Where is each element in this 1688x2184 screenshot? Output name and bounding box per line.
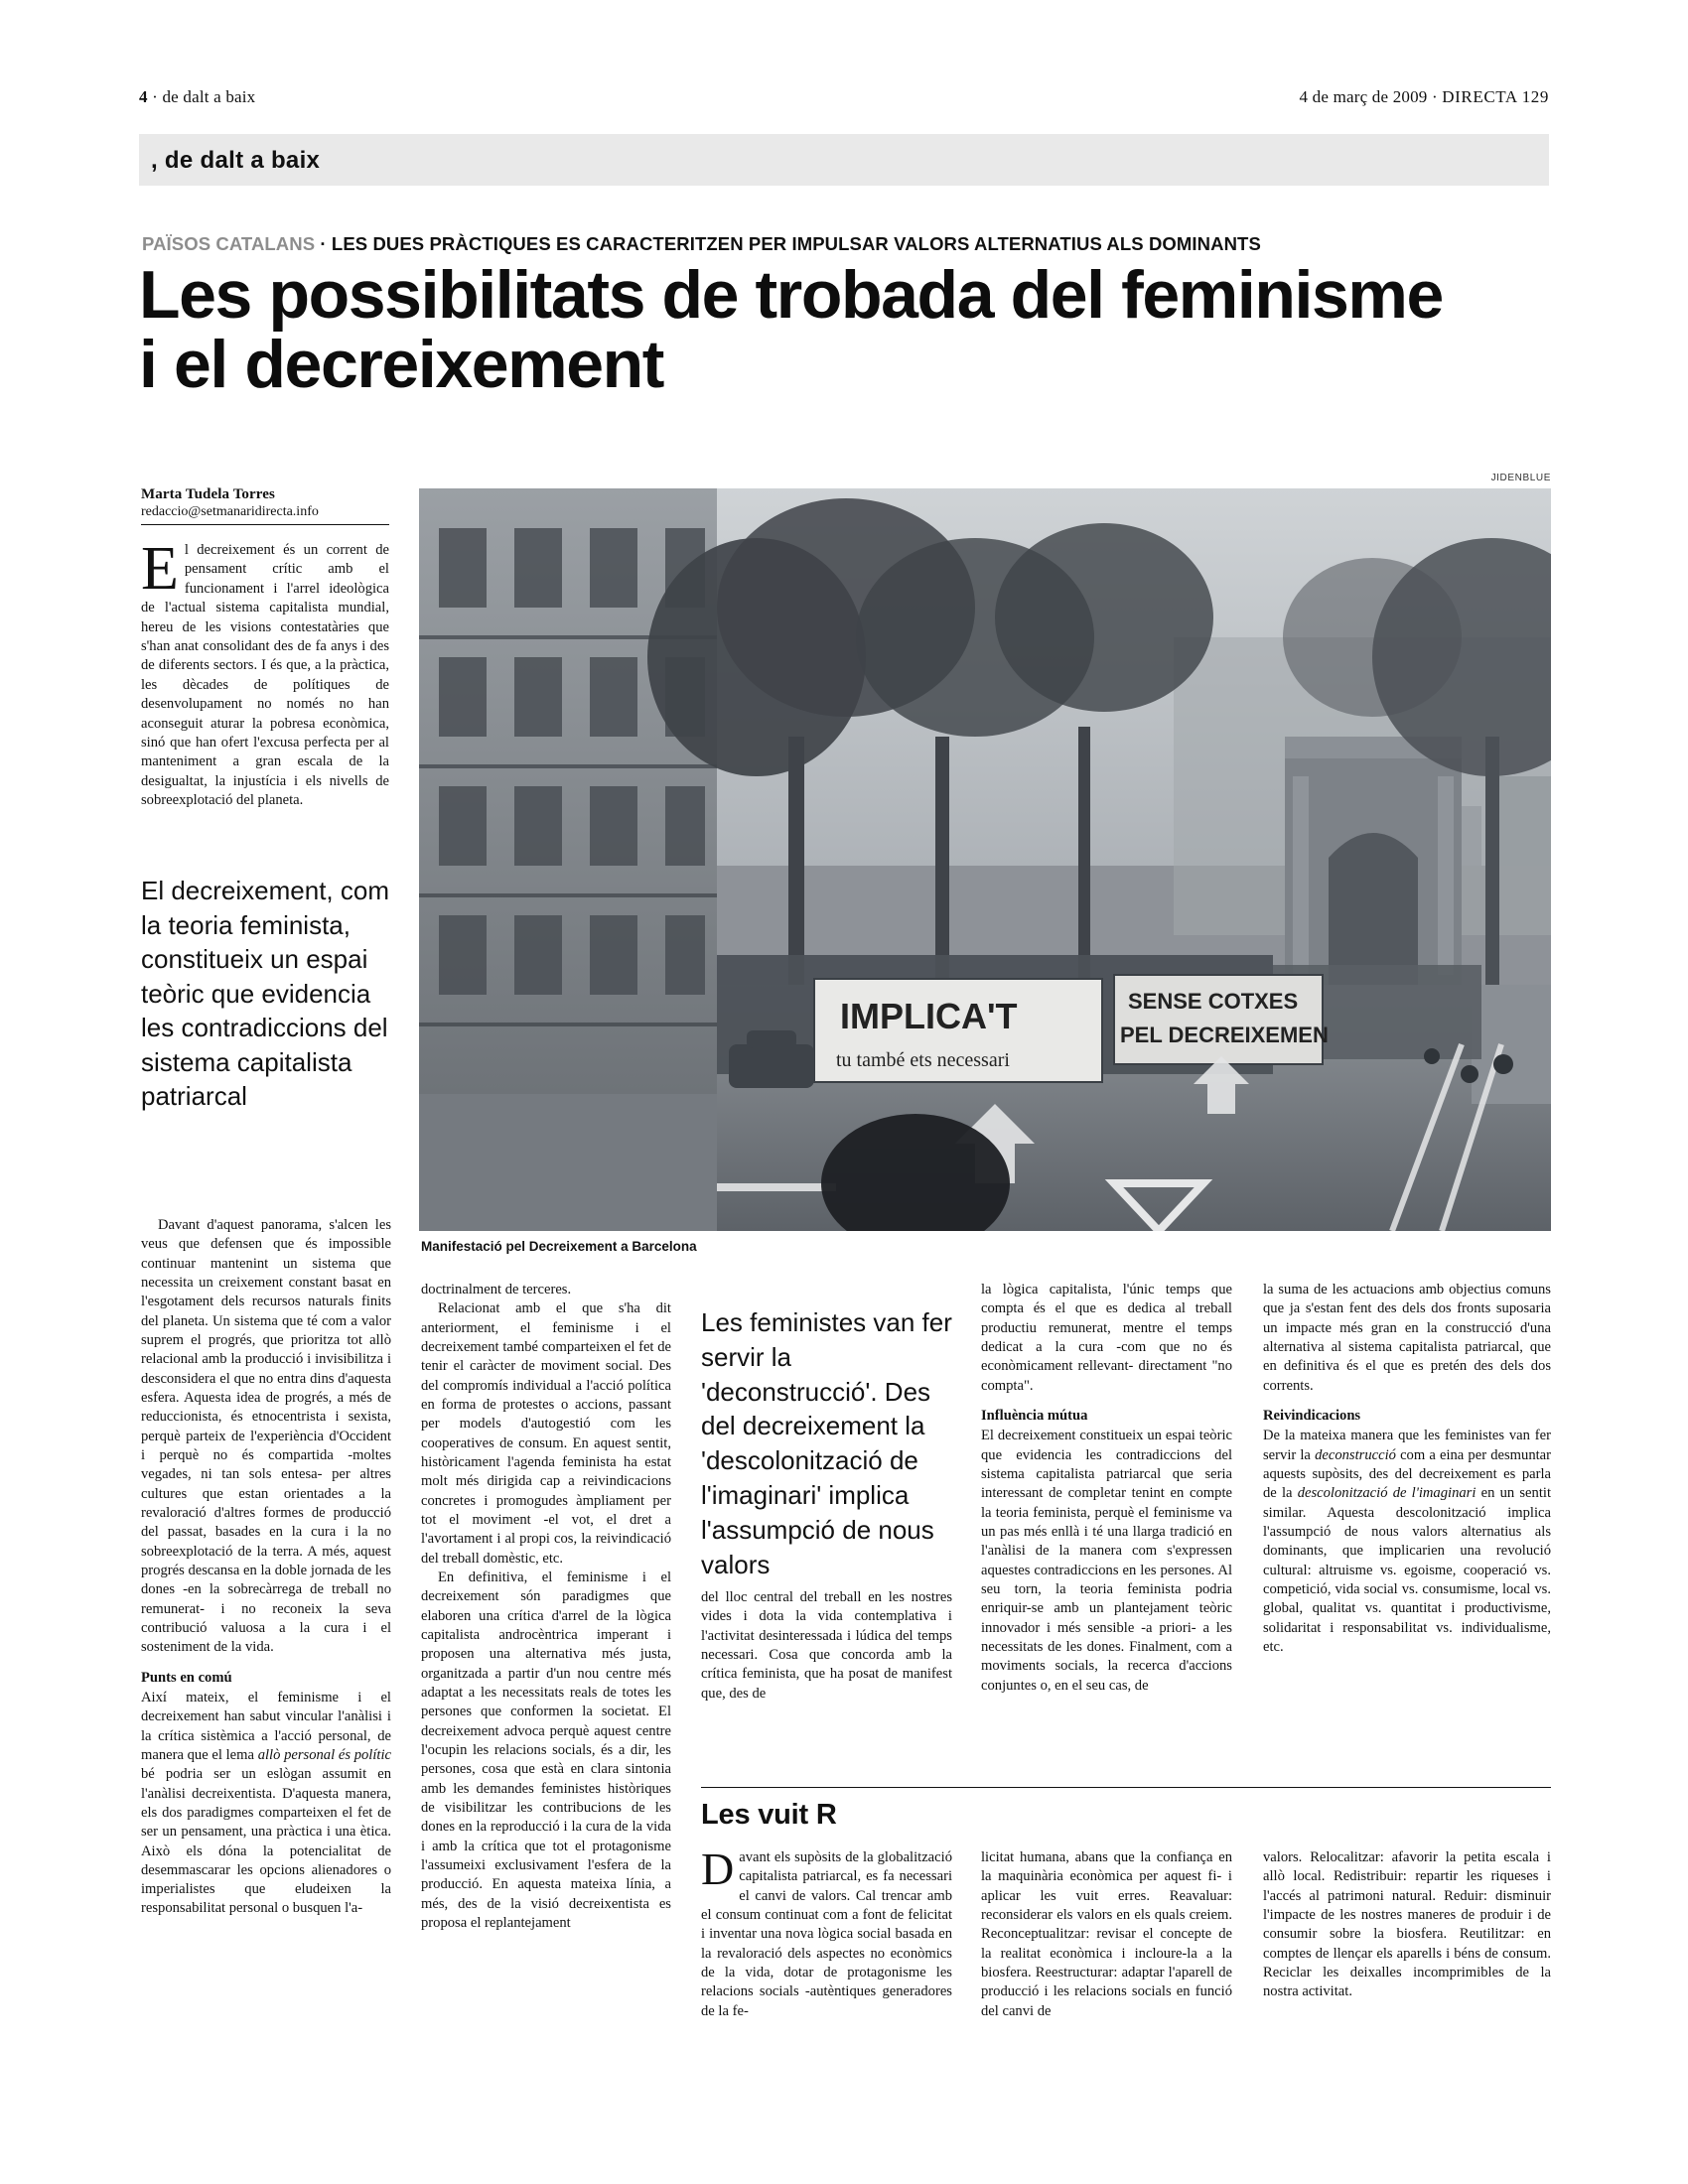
subheading-influencia-mutua: Influència mútua	[981, 1407, 1088, 1424]
byline-email: redaccio@setmanaridirecta.info	[141, 504, 319, 519]
body-column-3	[701, 1588, 952, 1704]
page-title: Les possibilitats de trobada del feminisme i el decreixement	[139, 257, 1443, 403]
paragraph-part: com a eina per desmuntar aquests supòsits, des del decreixement es parla de la	[1263, 1446, 1552, 1502]
byline-rule	[141, 524, 389, 525]
kicker	[142, 233, 1552, 255]
paragraph: En definitiva, el feminisme i el decreixement són paradigmes que elaboren una crítica d'arrel de la lògica capitalista androcèntrica imperant i proposen una alternativa més justa, organitzada a partir d'un nou centre més adaptat a les necessitats reals de totes les persones que conformen la societat. El decreixement advoca perquè aquest centre l'ocupin les relacions socials, és a dir, les persones, cosa que està en clara sintonia amb les demandes feministes històriques de visibilitzar les contribucions de les dones en la reproducció i la cura de la vida i amb la crítica que tot el protagonisme l'assumeixi exclusivament l'esfera de la producció. En aquesta mateixa línia, a més, des de la visió decreixentista es proposa el replantejament	[421, 1569, 671, 1931]
svg-text:PEL DECREIXEMEN: PEL DECREIXEMEN	[1120, 1023, 1329, 1047]
paragraph: El decreixement constitueix un espai teòric que evidencia les contradiccions del sistema capitalista patriarcal que seria interessant de completar tenint en compte la teoria feminista, perquè el feminisme va un pas més enllà i té una llarga tradició en l'anàlisi de la manera com s'expressen aquestes contradiccions en les persones. Al seu torn, la teoria feminista podria enriquir-se amb un plantejament teòric innovador i més sensible -a priori- a les necessitats de les dones. Finalment, com a moviments socials, la recerca d'accions conjuntes o, en el seu cas, de	[981, 1428, 1232, 1694]
paragraph: la lògica capitalista, l'únic temps que compta és el que es dedica al treball productiu remunerat, mentre el temps dedicat a la cura -com que no és econòmicament rellevant- directament "no compta".	[981, 1282, 1232, 1394]
photo-credit: JIDENBLUE	[1490, 473, 1551, 483]
paragraph: la suma de les actuacions amb objectius comuns que ja s'estan fent des dels dos fronts suposaria un impacte més gran en la construcció d'una alternativa al sistema capitalista patriarcal, que en definitiva és el que es pretén des dels dos corrents.	[1263, 1282, 1551, 1394]
paragraph-emphasis: allò personal és polític	[257, 1746, 391, 1763]
sidebar-title: Les vuit R	[701, 1799, 837, 1831]
sidebar-column-2	[981, 1848, 1232, 2021]
body-column-2	[421, 1281, 671, 1933]
svg-text:IMPLICA'T: IMPLICA'T	[840, 996, 1018, 1036]
paragraph: doctrinalment de terceres.	[421, 1282, 572, 1297]
running-head-left	[139, 87, 255, 107]
pull-quote-middle: Les feministes van fer servir la 'deconstrucció'. Des del decreixement la 'descolonització de l'imaginari' implica l'assumpció de nous valors	[701, 1307, 952, 1579]
paragraph-part: avant els supòsits de la globalització capitalista patriarcal, es fa necessari el canvi de valors. Cal trencar amb el consum continuat com a font de felicitat i inventar una nova lògica social basada en la revaloració dels aspectes no econòmics de la vida, dotar de protagonisme les relacions socials -autèntiques generadores de la fe-	[701, 1849, 952, 2019]
paragraph-part: Així mateix, el feminisme i el decreixement han sabut vincular l'anàlisi i la crítica sistèmica a l'acció personal, de manera que el lema	[141, 1689, 391, 1763]
paragraph-part: en un sentit similar. Aquesta descolonització implica l'assumpció de nous valors alternatius als dominants, que implicarien una revolució cultural: altruisme vs. egoisme, cooperació vs. competició, vida social vs. consumisme, local vs. global, qualitat vs. quantitat i productivisme, solidaritat i responsabilitat vs. individualisme, etc.	[1263, 1485, 1551, 1655]
sidebar-divider	[701, 1787, 1551, 1788]
subheading-punts-en-comu: Punts en comú	[141, 1669, 232, 1686]
paragraph: licitat humana, abans que la confiança en la maquinària econòmica per aquest fi- i aplicar les vuit erres. Reavaluar: reconsiderar els valors en els quals creiem. Reconceptualitzar: revisar el concepte de la realitat econòmica i incloure-la a la biosfera. Reestructurar: adaptar l'aparell de producció i les relacions socials en funció del canvi de	[981, 1849, 1232, 2019]
runhead-separator-right: ·	[1431, 87, 1438, 106]
body-column-4	[981, 1281, 1232, 1696]
lead-dropcap: E	[141, 535, 179, 603]
subheading-reivindicacions: Reivindicacions	[1263, 1407, 1361, 1424]
lead-paragraph	[141, 535, 389, 811]
sidebar-column-1	[701, 1843, 952, 2021]
pull-quote-left: El decreixement, com la teoria feminista, constitueix un espai teòric que evidencia les contradiccions del sistema capitalista patriarcal	[141, 876, 389, 1112]
paragraph	[1263, 1427, 1551, 1657]
section-bar-label: , de dalt a baix	[151, 147, 321, 174]
sidebar-dropcap: D	[701, 1843, 735, 1894]
running-head-right	[1300, 87, 1549, 107]
paragraph: del lloc central del treball en les nostres vides i dota la vida contemplativa i l'activitat desinteressada i lúdica del temps necessari. Cosa que concorda amb la crítica feminista, que ha posat de manifest que, des de	[701, 1589, 952, 1702]
svg-text:tu també ets necessari: tu també ets necessari	[836, 1049, 1010, 1071]
svg-text:SENSE COTXES: SENSE COTXES	[1128, 989, 1299, 1014]
paragraph-part: bé podria ser un eslògan assumit en l'anàlisi decreixentista. D'aquesta manera, els dos paradigmes comparteixen el fet de ser un pensament, una pràctica i una ètica. Això els dóna la potencialitat de desemmascarar les opcions alienadores o imperialistes que eludeixen la responsabilitat personal o busquen l'a-	[141, 1766, 391, 1917]
article-photo	[419, 488, 1551, 1231]
paragraph	[701, 1843, 952, 2021]
lead-text: l decreixement és un corrent de pensament crític amb el funcionament i l'arrel ideològica de l'actual sistema capitalista mundial, hereu de les visions contestatàries que s'han anat consolidant des de fa anys i des de diferents sectors. I és que, a la pràctica, les dècades de polítiques de desenvolupament no només no han aconseguit aturar la pobresa econòmica, sinó que han ofert l'excusa perfecta per al manteniment a gran escala de la desigualtat, la injustícia i els nivells de sobreexplotació del planeta.	[141, 542, 389, 809]
page-number: 4	[139, 87, 148, 106]
runhead-section: de dalt a baix	[162, 87, 256, 106]
issue-number: DIRECTA 129	[1442, 87, 1549, 106]
paragraph: Relacionat amb el que s'ha dit anteriorment, el feminisme i el decreixement també comparteixen el fet de tenir el caràcter de moviment social. Des del compromís individual a l'acció política en forma de protestes o accions, passant per models d'autogestió com les cooperatives de consum. En aquest sentit, històricament l'agenda feminista ha estat molt més dirigida cap a reivindicacions concretes i promogudes àmpliament per tot el moviment -el vot, el dret a l'avortament i al propi cos, la reivindicació del treball domèstic, etc.	[421, 1300, 671, 1567]
paragraph	[141, 1689, 391, 1919]
paragraph-part: De la mateixa manera que les feministes van fer servir la	[1263, 1428, 1551, 1463]
paragraph-emphasis: descolonització de l'imaginari	[1297, 1485, 1477, 1502]
body-column-1	[141, 1216, 391, 1919]
byline-author: Marta Tudela Torres	[141, 486, 275, 502]
running-head	[139, 87, 1549, 107]
photo-caption: Manifestació pel Decreixement a Barcelona	[421, 1239, 697, 1254]
runhead-separator-left: ·	[152, 87, 159, 106]
paragraph-emphasis: deconstrucció	[1315, 1446, 1396, 1463]
issue-date: 4 de març de 2009	[1299, 87, 1428, 106]
paragraph: Davant d'aquest panorama, s'alcen les veus que defensen que és impossible continuar mantenint un sistema que necessita un creixement constant basat en l'esgotament dels recursos naturals finits del planeta. Un sistema que té com a valor suprem el progrés, que prioritza tot allò relacional amb la producció i invisibilitza i desconsidera el que no entra dins d'aquesta esfera. Aquesta idea de progrés, a més de reduccionista, és etnocentrista i sexista, perquè parteix de l'experiència d'Occident i perquè no és compartida -moltes vegades, ni tan sols entesa- per altres cultures que estan orientades a la revaloració d'altres formes de producció del passat, basades en la cura i la no sobreexplotació de la terra. A més, aquest progrés descansa en la doble jornada de les dones -en la sobrecàrrega de treball no remunerat- i no reconeix la seva contribució valuosa a la cura i el sosteniment de la vida.	[141, 1217, 391, 1656]
kicker-text: LES DUES PRÀCTIQUES ES CARACTERITZEN PER IMPULSAR VALORS ALTERNATIUS ALS DOMINANTS	[331, 233, 1261, 254]
paragraph: valors. Relocalitzar: afavorir la petita escala i allò local. Redistribuir: repartir les riqueses i l'accés al patrimoni natural. Reduir: disminuir l'impacte de les nostres maneres de produir i de consumir sobre la biosfera. Reutilitzar: en comptes de llençar els aparells i béns de consum. Reciclar les deixalles incomprimibles de la nostra activitat.	[1263, 1849, 1551, 2000]
sidebar-column-3	[1263, 1848, 1551, 2002]
byline	[141, 486, 389, 525]
kicker-region: PAÏSOS CATALANS	[142, 233, 316, 254]
kicker-separator: ·	[315, 233, 332, 254]
section-bar	[139, 134, 1549, 186]
body-column-5	[1263, 1281, 1551, 1657]
